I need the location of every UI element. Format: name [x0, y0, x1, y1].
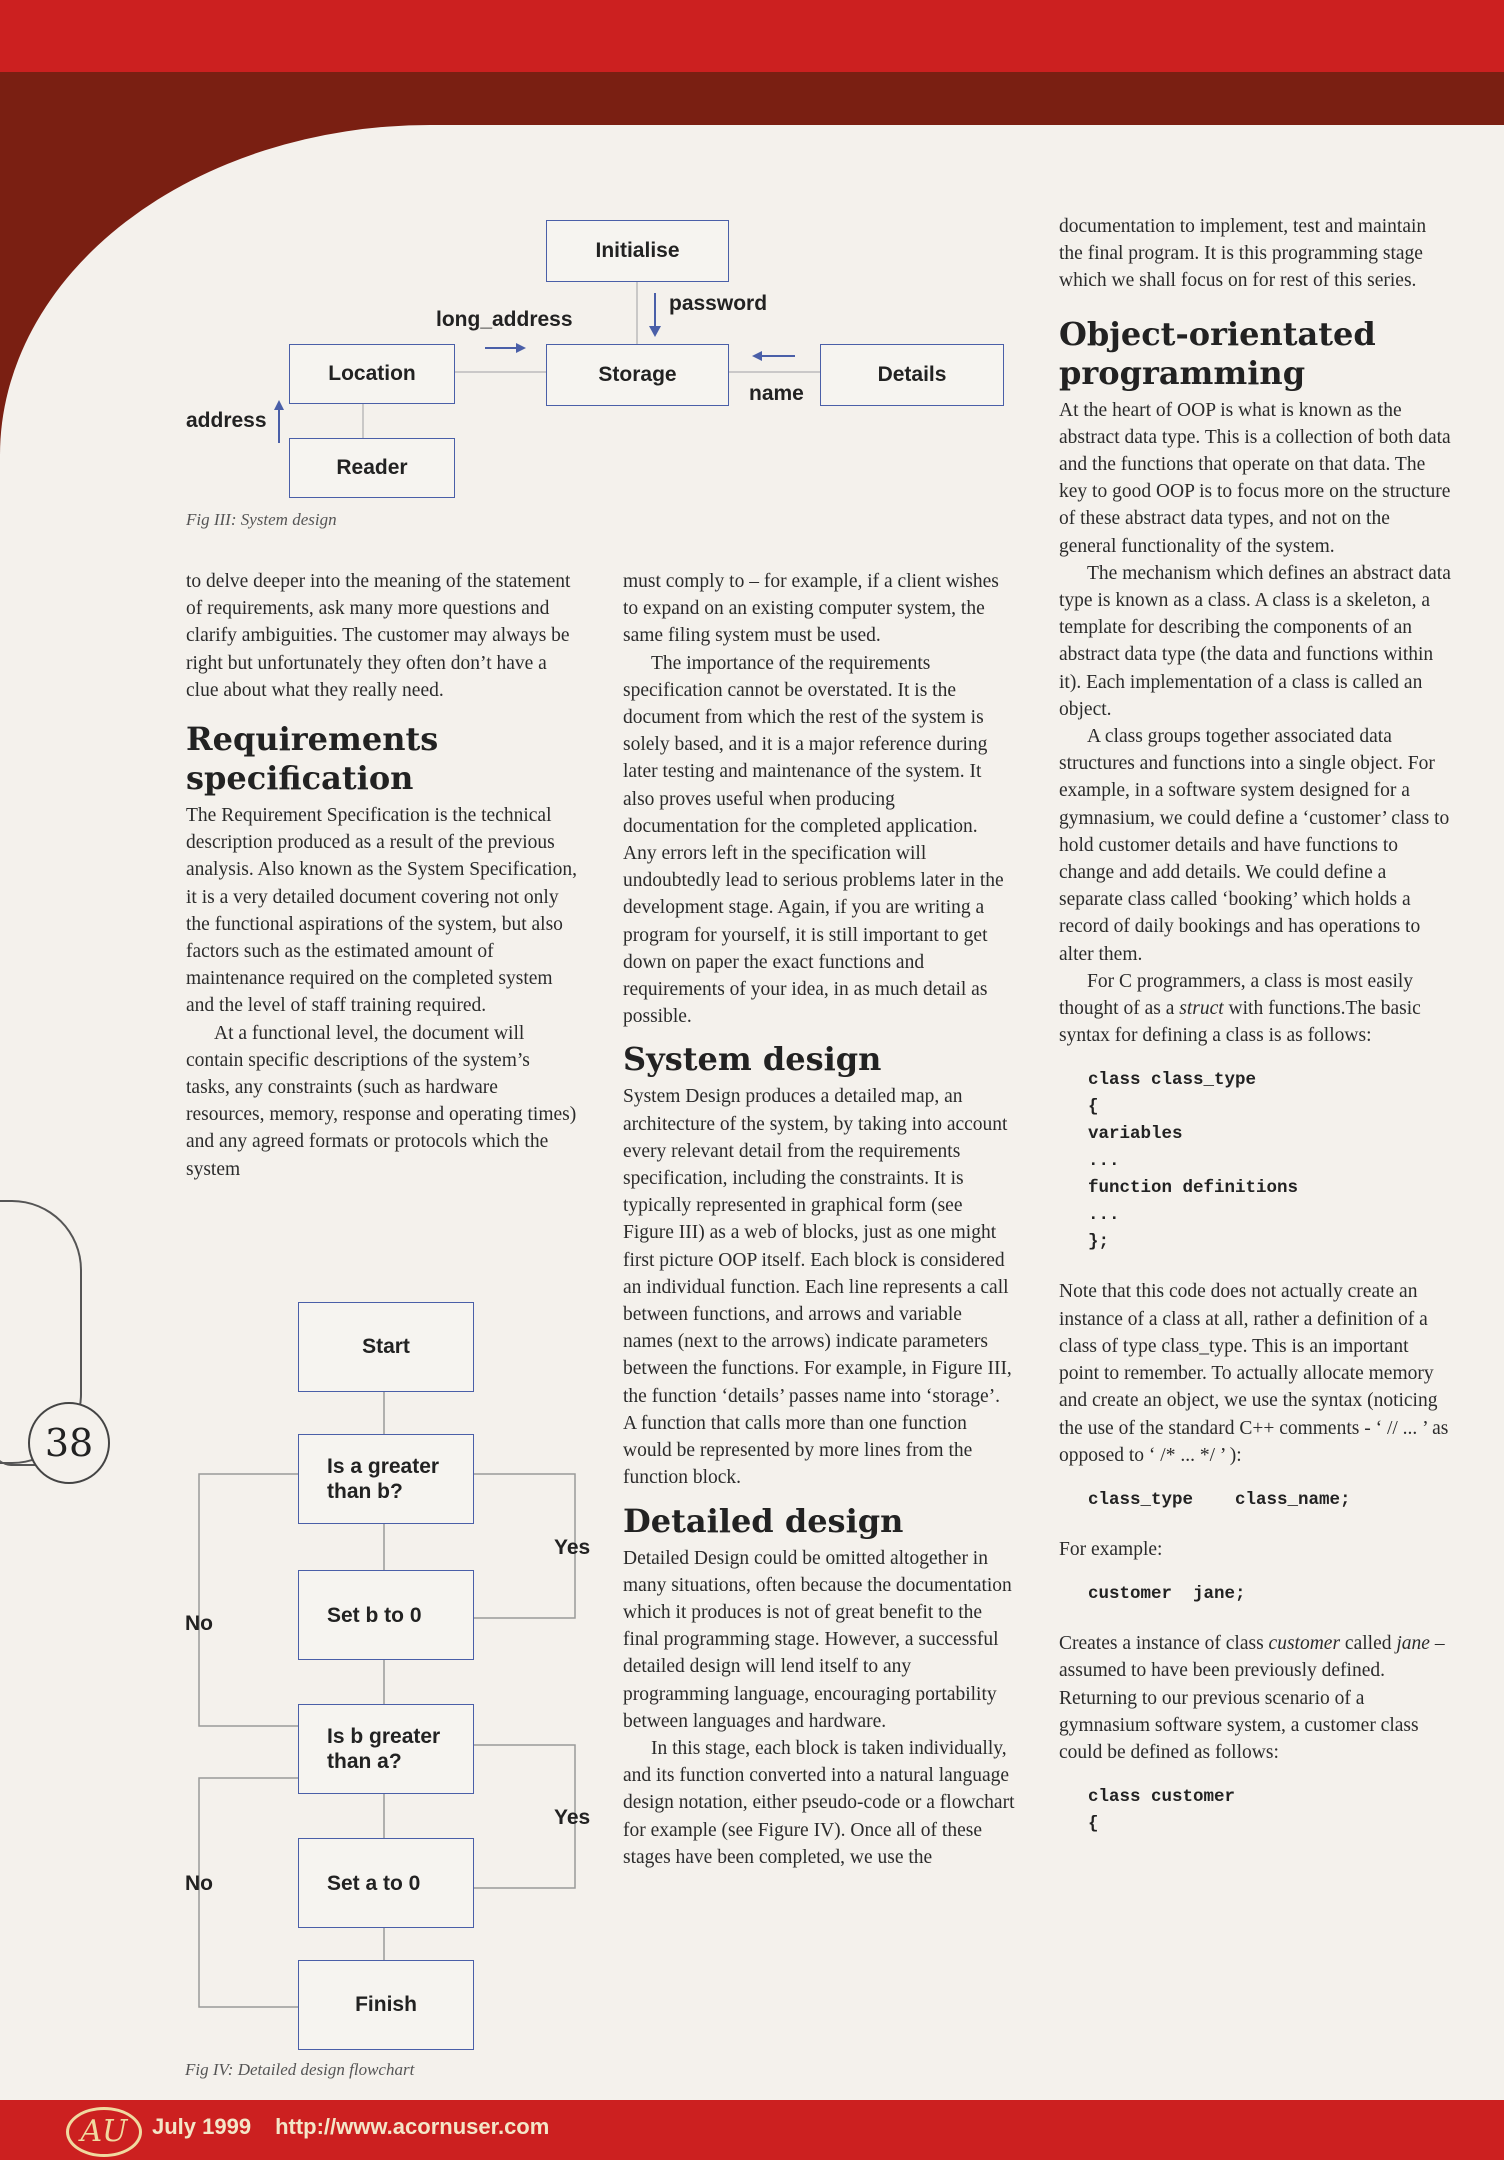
col1-paragraph-1: to delve deeper into the meaning of the statement of requirements, ask many more questions and clarify ambiguities. The customer may always be right but unfortunately they often don’t have a clue about what they really need.: [186, 571, 571, 701]
col3-p8-text-b: called: [1340, 1633, 1397, 1655]
col3-p5-text-a: For C programmers, a class is most easily thought of as a: [1059, 970, 1414, 1020]
col2-paragraph-4: Detailed Design could be omitted altogether in many situations, often because the documentation which it produces is not of great benefit to the final programming stage. However, a successful detailed design will lend itself to any programming language, encouraging portability between languages and hardware.: [623, 1547, 1012, 1732]
col3-paragraph-5: [1059, 968, 1451, 1050]
col3-p8-text-c: – assumed to have been previously defined. Returning to our previous scenario of a gymnasium software system, a customer class could be defined as follows:: [1059, 1633, 1445, 1763]
no-label-1: No: [185, 1612, 213, 1635]
col3-p8-jane: jane: [1396, 1633, 1430, 1655]
column-3: [1059, 213, 1451, 1860]
acorn-user-logo: AU: [66, 2107, 142, 2157]
col2-paragraph-1: must comply to – for example, if a client wishes to expand on an existing computer system, the same filing system must be used.: [623, 571, 999, 647]
location-box: Location: [289, 344, 455, 404]
col3-p5-struct: struct: [1179, 998, 1224, 1020]
set-a-box: Set a to 0: [298, 1838, 474, 1928]
page-number: 38: [28, 1402, 110, 1484]
heading-system-design: System design: [623, 1040, 882, 1079]
fig4-caption: Fig IV: Detailed design flowchart: [185, 2060, 415, 2079]
yes-label-2: Yes: [554, 1806, 591, 1829]
password-label: password: [669, 292, 768, 315]
column-1: [186, 568, 578, 1183]
storage-box: Storage: [546, 344, 729, 406]
col3-paragraph-1: documentation to implement, test and maintain the final program. It is this programming stage which we shall focus on for rest of this series.: [1059, 216, 1427, 292]
code-block-customer-jane: customer jane;: [1088, 1584, 1246, 1605]
code-block-class-syntax: class class_type { variables ... function definitions ... };: [1088, 1070, 1299, 1253]
address-label: address: [186, 409, 267, 432]
fig3-caption: Fig III: System design: [186, 510, 337, 529]
set-b-box: Set b to 0: [298, 1570, 474, 1660]
details-box: Details: [820, 344, 1004, 406]
is-a-greater-box: Is a greater than b?: [298, 1434, 474, 1524]
col2-paragraph-5: In this stage, each block is taken individually, and its function converted into a natural language design notation, either pseudo-code or a flowchart for example (see Figure IV). Once all of these stages have been completed, we use the: [623, 1737, 1015, 1868]
col2-paragraph-2: The importance of the requirements specification cannot be overstated. It is the document from which the rest of the system is solely based, and it is a major reference during later testing and maintenance of the system. It also proves useful when producing documentation for the completed application. Any errors left in the specification will undoubtedly lead to serious problems later in the development stage. Again, if you are writing a program for yourself, it is still important to get down on paper the exact functions and requirements of your idea, in as much detail as possible.: [623, 652, 1004, 1028]
col3-p5-text-b: with functions.The basic syntax for defining a class is as follows:: [1059, 998, 1421, 1047]
col3-paragraph-3: The mechanism which defines an abstract data type is known as a class. A class is a skeleton, a template for describing the components of an abstract data type (the data and functions within it). Each implementation of a class is called an object.: [1059, 562, 1451, 720]
code-block-class-name: class_type class_name;: [1088, 1489, 1351, 1510]
reader-box: Reader: [289, 438, 455, 498]
yes-label-1: Yes: [554, 1536, 591, 1559]
initialise-box: Initialise: [546, 220, 729, 282]
col3-paragraph-6: Note that this code does not actually create an instance of a class at all, rather a definition of a class of type class_type. This is an important point to remember. To actually allocate memory and create an object, we use the syntax (noticing the use of the standard C++ comments - ‘ // ... ’ as opposed to ‘ /* ... */ ’ ):: [1059, 1281, 1449, 1466]
start-box: Start: [298, 1302, 474, 1392]
col3-paragraph-8: [1059, 1630, 1451, 1766]
code-block-class-customer: class customer {: [1088, 1787, 1236, 1835]
no-label-2: No: [185, 1872, 213, 1895]
long-address-label: long_address: [436, 308, 573, 331]
heading-requirements-specification: Requirements specification: [186, 720, 439, 798]
finish-box: Finish: [298, 1960, 474, 2050]
footer-url[interactable]: http://www.acornuser.com: [275, 2114, 550, 2139]
heading-object-orientated-programming: Object-orientated programming: [1059, 314, 1376, 392]
col3-paragraph-2: At the heart of OOP is what is known as the abstract data type. This is a collection of both data and the functions that operate on that data. The key to good OOP is to focus more on the structure of these abstract data types, and not on the general functionality of the system.: [1059, 399, 1451, 557]
col3-p8-customer: customer: [1268, 1633, 1341, 1655]
col3-p8-text-a: Creates a instance of class: [1059, 1633, 1269, 1655]
col3-paragraph-4: A class groups together associated data structures and functions into a single object. For example, in a software system designed for a gymnasium, we could define a ‘customer’ class to hold customer details and have functions to change and add details. We could define a separate class called ‘booking’ which holds a record of daily bookings and has operations to alter them.: [1059, 726, 1450, 965]
col1-paragraph-2: The Requirement Specification is the technical description produced as a result of the previous analysis. Also known as the System Specification, it is a very detailed document covering not only the functional aspirations of the system, but also factors such as the estimated amount of maintenance required on the completed system and the level of staff training required.: [186, 805, 578, 1017]
col1-paragraph-3: At a functional level, the document will contain specific descriptions of the system’s tasks, any constraints (such as hardware resources, memory, response and operating times) and any agreed formats or protocols which the system: [186, 1022, 577, 1180]
name-label: name: [749, 382, 804, 405]
column-2: [623, 568, 1015, 1871]
heading-detailed-design: Detailed design: [623, 1501, 904, 1540]
col2-paragraph-3: System Design produces a detailed map, an architecture of the system, by taking into account every relevant detail from the requirements specification, including the constraints. It is typically represented in graphical form (see Figure III) as a web of blocks, just as one might first picture OOP itself. Each block is considered an individual function. Each line represents a call between functions, and arrows and variable names (next to the arrows) indicate parameters between the functions. For example, in Figure III, the function ‘details’ passes name into ‘storage’. A function that calls more than one function would be represented by more lines from the function block.: [623, 1086, 1012, 1489]
is-b-greater-box: Is b greater than a?: [298, 1704, 474, 1794]
col3-paragraph-7: For example:: [1059, 1538, 1163, 1560]
footer-date: July 1999: [152, 2114, 252, 2139]
